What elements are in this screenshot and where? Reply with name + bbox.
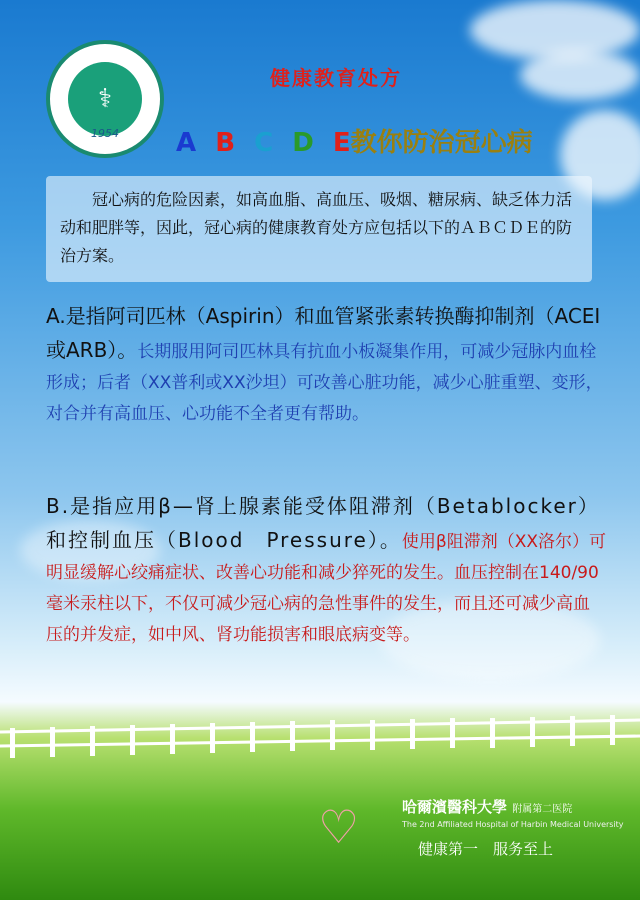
footer: [318, 792, 638, 878]
section-b-head: B.是指应用β—肾上腺素能受体阻滞剂（Betablocker）和控制血压（Blood Pressure）。: [46, 494, 600, 552]
footer-university: [402, 796, 572, 817]
section-a: [46, 300, 606, 430]
subtitle: 健康教育处方: [270, 66, 402, 90]
title-letter-d: D: [292, 128, 314, 158]
section-b: [46, 490, 606, 651]
title-letter-c: C: [254, 128, 274, 158]
section-a-body: 长期服用阿司匹林具有抗血小板凝集作用，可减少冠脉内血栓形成；后者（XX普利或XX沙坦）可改善心脏功能，减少心脏重塑、变形，对合并有高血压、心功能不全者更有帮助。: [46, 342, 603, 424]
section-b-body: 使用β阻滞剂（XX洛尔）可明显缓解心绞痛症状、改善心功能和减少猝死的发生。血压控制在140/90毫米汞柱以下，不仅可减少冠心病的急性事件的发生，而且还可减少高血压的并发症，如中风、肾功能损害和眼底病变等。: [46, 532, 607, 645]
title-letter-b: B: [215, 128, 236, 158]
intro-box: [46, 176, 592, 282]
university-name: 哈爾濱醫科大學: [402, 798, 508, 816]
cloud: [470, 0, 640, 60]
footer-motto: 健康第一 服务至上: [418, 840, 554, 858]
heart-hands-icon: ♡: [318, 800, 360, 854]
title-letter-e: E: [332, 128, 351, 158]
hospital-logo: [46, 40, 164, 158]
affiliate-name: 附属第二医院: [512, 804, 573, 815]
section-a-head: A.是指阿司匹林（Aspirin）和血管紧张素转换酶抑制剂（ACEI或ARB）。: [46, 304, 601, 362]
university-en: The 2nd Affiliated Hospital of Harbin Medical University: [402, 820, 624, 829]
fence-decoration: [0, 712, 640, 762]
page-title: [176, 122, 533, 159]
title-rest: 教你防治冠心病: [350, 128, 533, 158]
intro-text: 冠心病的危险因素，如高血脂、高血压、吸烟、糖尿病、缺乏体力活动和肥胖等，因此，冠心病的健康教育处方应包括以下的ＡＢＣＤＥ的防治方案。: [60, 190, 573, 265]
logo-year: 1954: [91, 127, 119, 140]
title-letter-a: A: [176, 128, 197, 158]
cloud: [520, 50, 640, 100]
caduceus-icon: ⚕: [68, 62, 142, 136]
